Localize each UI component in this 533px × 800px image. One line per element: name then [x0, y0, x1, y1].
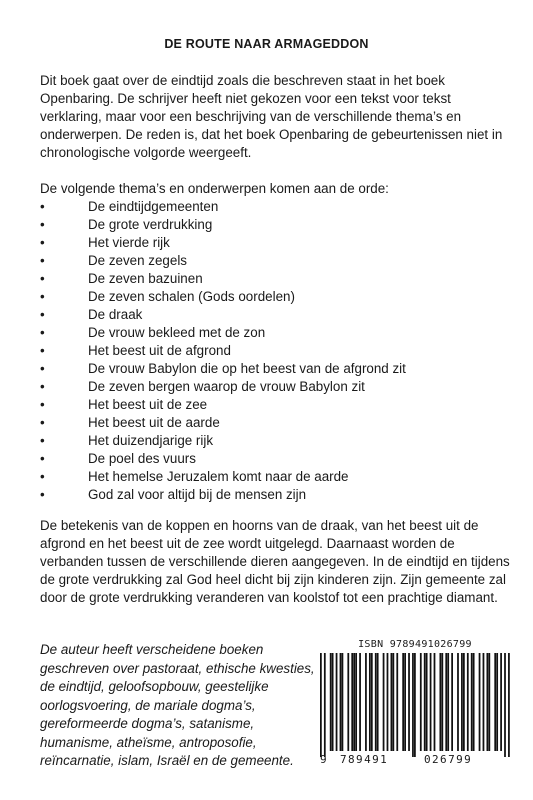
description-paragraph: Dit boek gaat over de eindtijd zoals die beschreven staat in het boek Openbaring. De schrijver heeft niet gekozen voor een tekst voor tekst verklaring, maar voor een beschrijving van de verschillende thema’s en onderwerpen. De reden is, dat het boek Openbaring de gebeurtenissen niet in chronologische volgorde weergeeft. — [40, 73, 503, 160]
barcode-bar — [420, 653, 422, 751]
barcode-bar — [447, 653, 449, 751]
barcode-bar — [377, 653, 379, 751]
barcode-bar — [508, 653, 510, 757]
barcode-bar — [387, 653, 389, 751]
barcode-bar — [471, 653, 473, 751]
barcode-bar — [342, 653, 344, 751]
barcode-bar — [375, 653, 377, 751]
bullet-icon: • — [40, 199, 45, 214]
theme-label: Het beest uit de zee — [88, 397, 208, 412]
barcode-bar — [479, 653, 481, 751]
barcode-bar — [396, 653, 398, 751]
barcode-digits — [320, 753, 510, 769]
barcode-bar — [424, 653, 426, 751]
theme-item — [40, 378, 510, 396]
barcode-bar — [355, 653, 357, 751]
barcode-bar — [351, 653, 353, 751]
theme-item — [40, 360, 510, 378]
barcode-digit-first: 9 — [320, 753, 329, 766]
barcode-bars — [320, 653, 510, 757]
bullet-icon: • — [40, 217, 45, 232]
theme-item — [40, 216, 510, 234]
barcode-bar — [463, 653, 465, 751]
theme-item — [40, 432, 510, 450]
bullet-icon: • — [40, 343, 45, 358]
theme-label: Het beest uit de aarde — [88, 415, 220, 430]
barcode-bar — [414, 653, 416, 757]
barcode-bar — [426, 653, 428, 751]
barcode-bar — [340, 653, 342, 751]
theme-label: De grote verdrukking — [88, 217, 213, 232]
theme-label: Het hemelse Jeruzalem komt naar de aarde — [88, 469, 349, 484]
author-note: De auteur heeft verscheidene boeken geschreven over pastoraat, ethische kwesties, de eindtijd, geloofsopbouw, geestelijke oorlogsvoering, de mariale dogma’s, gereformeerde dogma’s, satanisme, humanisme, atheïsme, antroposofie, reïncarnatie, islam, Israël en de gemeente. — [40, 642, 315, 768]
barcode-bar — [330, 653, 332, 751]
barcode-bar — [332, 653, 334, 751]
barcode-bar — [467, 653, 469, 751]
barcode-bar — [320, 653, 322, 757]
theme-label: Het vierde rijk — [88, 235, 170, 250]
theme-label: De draak — [88, 307, 143, 322]
bullet-icon: • — [40, 325, 45, 340]
theme-item — [40, 234, 510, 252]
theme-item — [40, 252, 510, 270]
barcode-bar — [504, 653, 506, 757]
barcode-bar — [391, 653, 393, 751]
barcode-bar — [496, 653, 498, 751]
bullet-icon: • — [40, 379, 45, 394]
barcode-bar — [369, 653, 371, 751]
bullet-icon: • — [40, 253, 45, 268]
barcode-bar — [408, 653, 410, 751]
barcode-bar — [412, 653, 414, 757]
bullet-icon: • — [40, 433, 45, 448]
barcode-bar — [483, 653, 485, 751]
theme-label: De eindtijdgemeenten — [88, 199, 219, 214]
barcode-bar — [430, 653, 432, 751]
bullet-icon: • — [40, 307, 45, 322]
barcode-bar — [347, 653, 349, 751]
isbn-label: ISBN 9789491026799 — [358, 639, 472, 650]
barcode-bar — [371, 653, 373, 751]
barcode-bar — [445, 653, 447, 751]
themes-intro: De volgende thema’s en onderwerpen komen aan de orde: — [40, 181, 389, 196]
barcode-bar — [383, 653, 385, 751]
barcode-bar — [494, 653, 496, 751]
theme-item — [40, 450, 510, 468]
theme-label: De zeven schalen (Gods oordelen) — [88, 289, 295, 304]
barcode-bar — [488, 653, 490, 751]
bullet-icon: • — [40, 235, 45, 250]
theme-item — [40, 288, 510, 306]
barcode-bar — [457, 653, 459, 751]
barcode-bar — [359, 653, 361, 751]
barcode-bar — [365, 653, 367, 751]
theme-item — [40, 396, 510, 414]
barcode-bar — [402, 653, 404, 751]
barcode-bar — [486, 653, 488, 751]
barcode-bar — [336, 653, 338, 751]
barcode-bar — [439, 653, 441, 751]
barcode-bar — [353, 653, 355, 751]
explanation-paragraph: De betekenis van de koppen en hoorns van de draak, van het beest uit de afgrond en het beest uit de zee wordt uitgelegd. Daarnaast worden de verbanden tussen de verschillende dieren aangegeven. In de eindtijd en tijdens de grote verdrukking zal God heel dicht bij zijn kinderen zijn. Zijn gemeente zal door de grote verdrukking veranderen van koolstof tot een prachtige diamant. — [40, 518, 510, 605]
bullet-icon: • — [40, 361, 45, 376]
barcode-bar — [404, 653, 406, 751]
theme-item — [40, 306, 510, 324]
bullet-icon: • — [40, 271, 45, 286]
bullet-icon: • — [40, 487, 45, 502]
bullet-icon: • — [40, 415, 45, 430]
barcode-digit-group2: 026799 — [424, 753, 473, 766]
theme-label: De zeven bergen waarop de vrouw Babylon zit — [88, 379, 365, 394]
theme-item — [40, 342, 510, 360]
theme-label: De vrouw Babylon die op het beest van de afgrond zit — [88, 361, 406, 376]
theme-item — [40, 468, 510, 486]
theme-label: De zeven zegels — [88, 253, 187, 268]
theme-label: God zal voor altijd bij de mensen zijn — [88, 487, 307, 502]
theme-label: De zeven bazuinen — [88, 271, 203, 286]
barcode-bar — [500, 653, 502, 751]
theme-item — [40, 270, 510, 288]
theme-item — [40, 414, 510, 432]
barcode-bar — [434, 653, 436, 751]
themes-list — [40, 198, 510, 504]
page-title: DE ROUTE NAAR ARMAGEDDON — [164, 37, 369, 51]
bullet-icon: • — [40, 451, 45, 466]
barcode-bar — [324, 653, 326, 757]
barcode-bar — [451, 653, 453, 751]
theme-item — [40, 198, 510, 216]
theme-label: De vrouw bekleed met de zon — [88, 325, 266, 340]
theme-label: Het duizendjarige rijk — [88, 433, 214, 448]
isbn-barcode — [320, 639, 510, 771]
barcode-bar — [461, 653, 463, 751]
barcode-bar — [392, 653, 394, 751]
barcode-bar — [473, 653, 475, 751]
barcode-digit-group1: 789491 — [340, 753, 389, 766]
bullet-icon: • — [40, 469, 45, 484]
theme-label: De poel des vuurs — [88, 451, 196, 466]
barcode-bar — [441, 653, 443, 751]
bullet-icon: • — [40, 289, 45, 304]
theme-label: Het beest uit de afgrond — [88, 343, 231, 358]
bullet-icon: • — [40, 397, 45, 412]
theme-item — [40, 324, 510, 342]
theme-item — [40, 486, 510, 504]
